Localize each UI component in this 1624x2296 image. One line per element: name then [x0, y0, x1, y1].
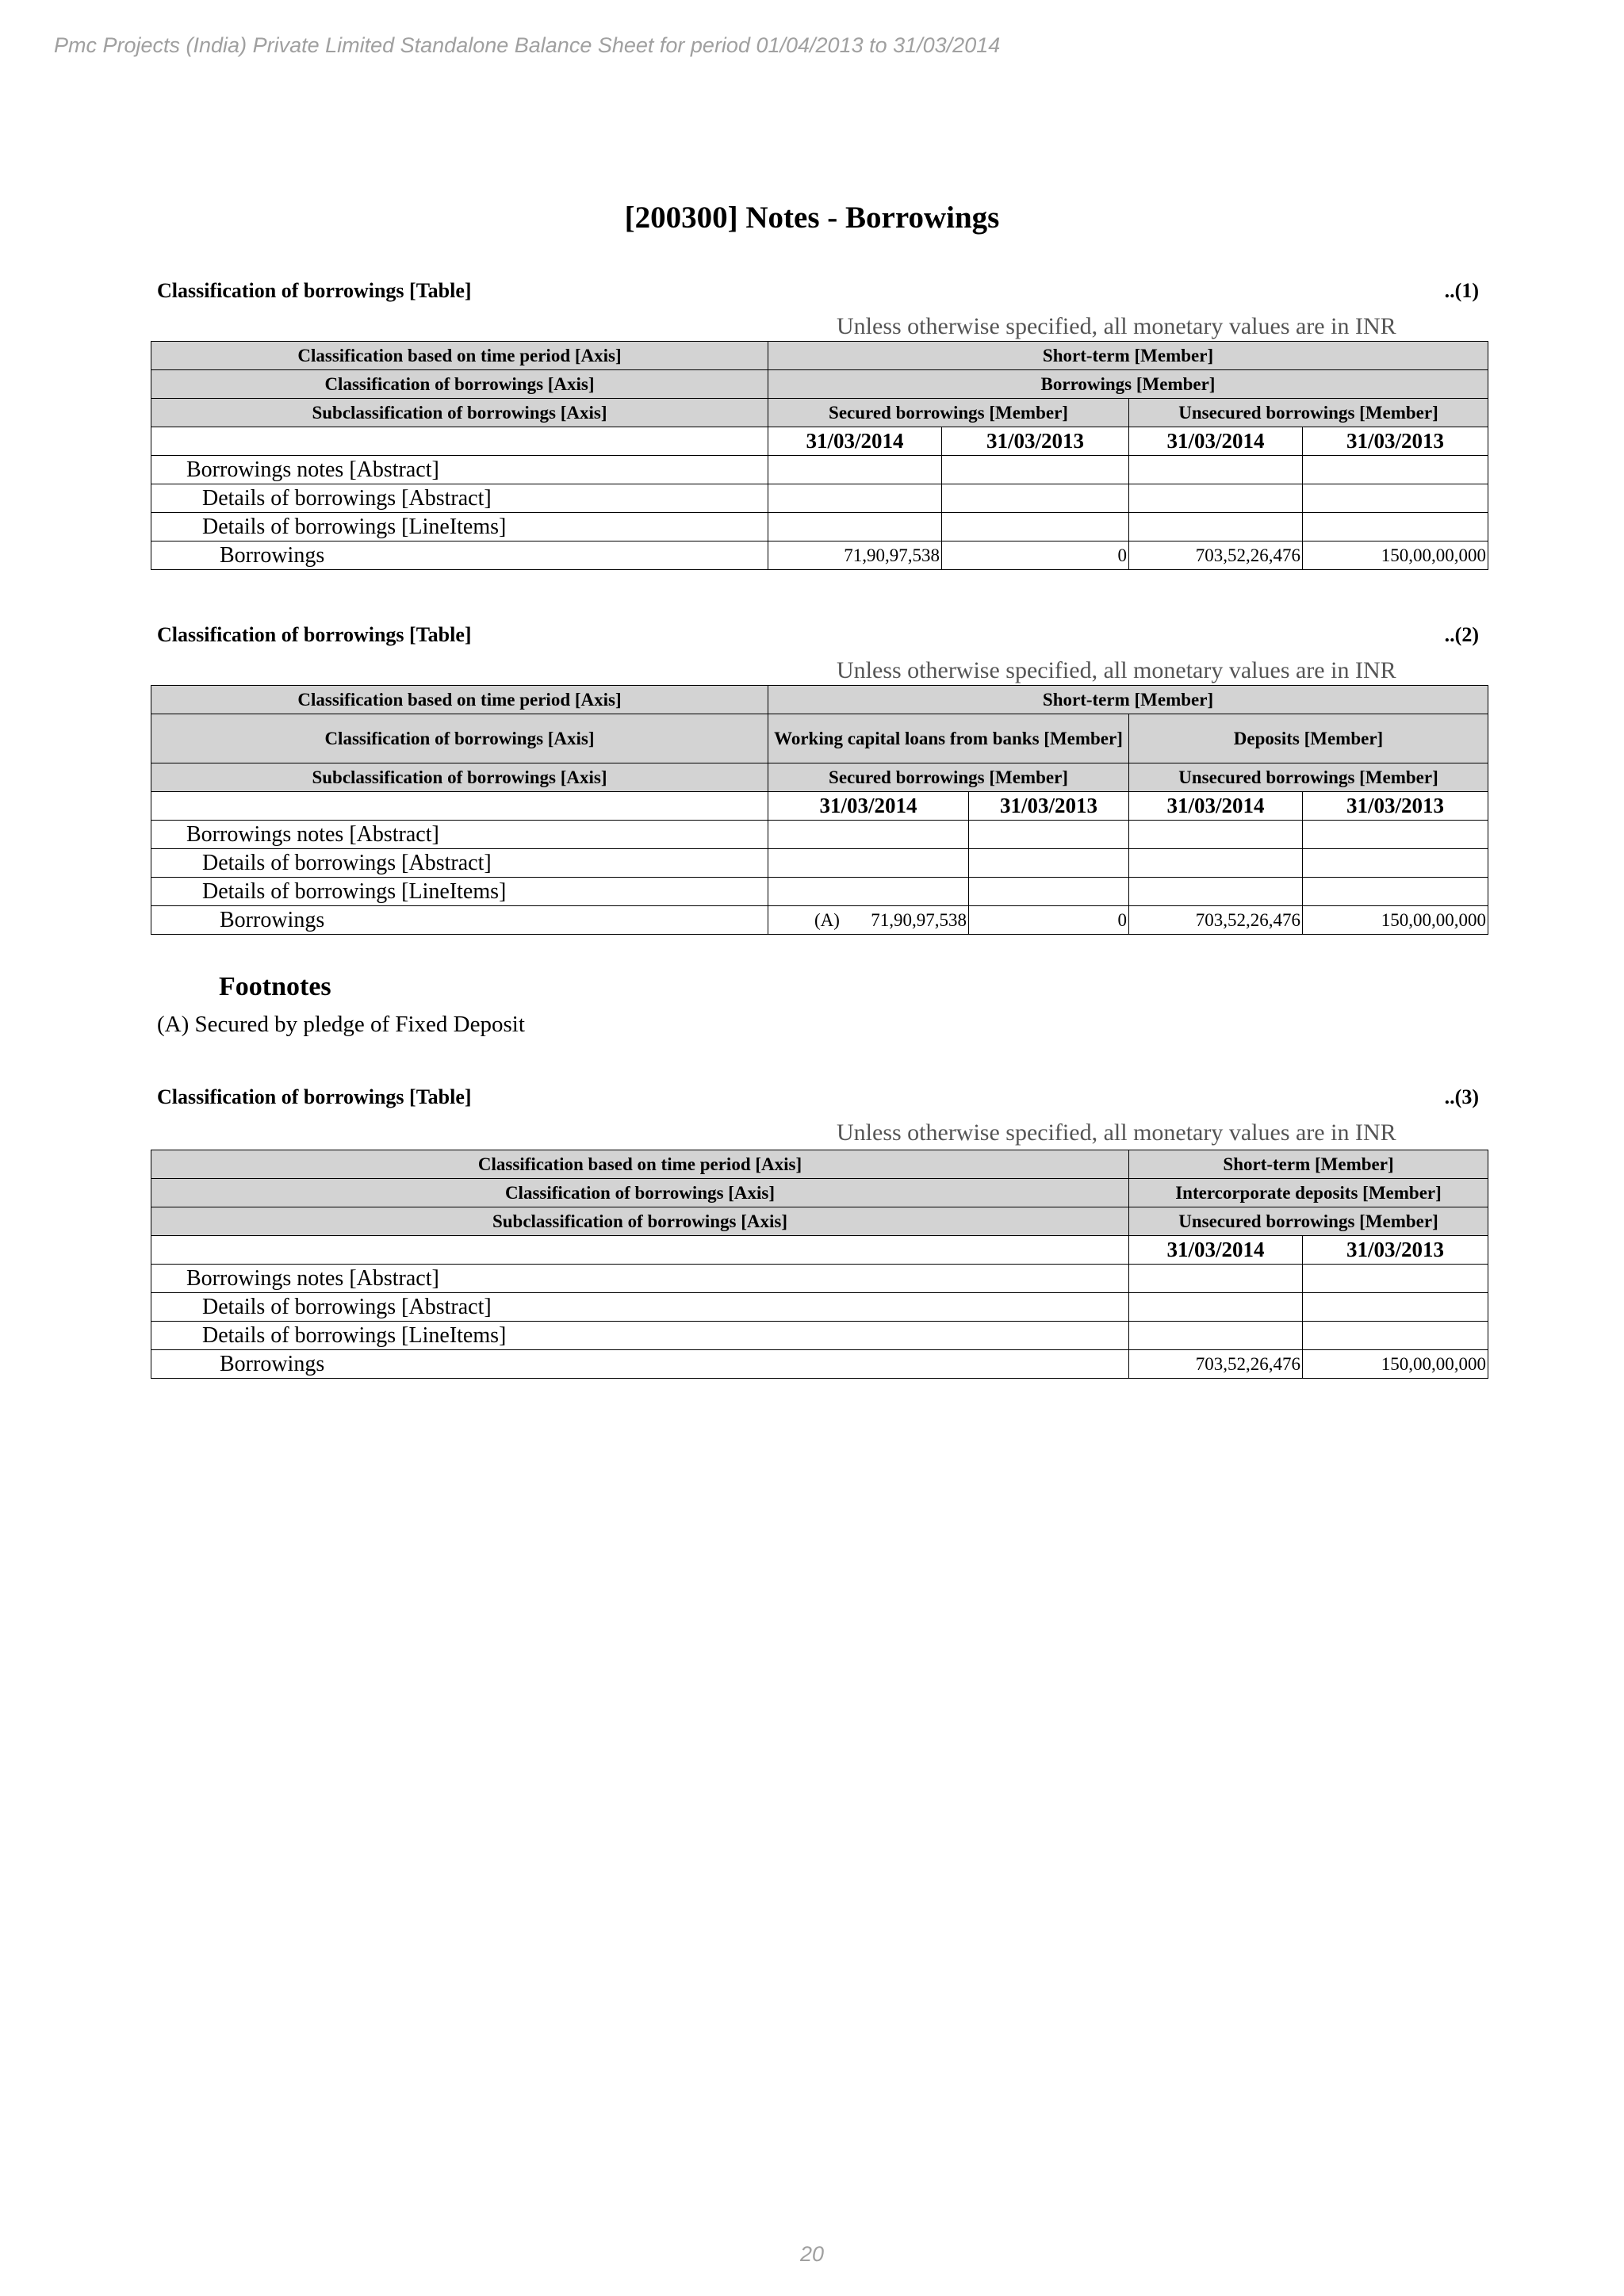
- value-cell: 703,52,26,476: [1129, 541, 1303, 570]
- row-label-borrowings: Borrowings: [151, 541, 768, 570]
- row-label-notes-abstract: Borrowings notes [Abstract]: [151, 821, 768, 849]
- row-label-borrowings: Borrowings: [151, 1350, 1129, 1379]
- table-1-number: ..(1): [1444, 279, 1479, 302]
- row-label-line-items: Details of borrowings [LineItems]: [151, 878, 768, 906]
- row-label-notes-abstract: Borrowings notes [Abstract]: [151, 1265, 1129, 1293]
- time-axis-label: Classification based on time period [Axis]: [151, 342, 768, 370]
- table-3-unit-note: Unless otherwise specified, all monetary values are in INR: [837, 1119, 1396, 1146]
- blank-cell: [151, 1236, 1129, 1265]
- footnote-text: (A) Secured by pledge of Fixed Deposit: [157, 1012, 525, 1037]
- class-axis-label: Classification of borrowings [Axis]: [151, 714, 768, 763]
- value-text: 71,90,97,538: [871, 909, 967, 930]
- page-title: [200300] Notes - Borrowings: [624, 201, 1000, 235]
- blank-cell: [151, 792, 768, 821]
- date-header: 31/03/2013: [1303, 427, 1488, 456]
- date-header: 31/03/2013: [1303, 792, 1488, 821]
- row-label-details-abstract: Details of borrowings [Abstract]: [151, 484, 768, 513]
- subclass-member-secured: Secured borrowings [Member]: [768, 399, 1129, 427]
- time-member: Short-term [Member]: [768, 686, 1488, 714]
- date-header: 31/03/2013: [1303, 1236, 1488, 1265]
- value-cell: 150,00,00,000: [1303, 1350, 1488, 1379]
- class-member: Borrowings [Member]: [768, 370, 1488, 399]
- class-member: Intercorporate deposits [Member]: [1129, 1179, 1488, 1207]
- subclass-axis-label: Subclassification of borrowings [Axis]: [151, 763, 768, 792]
- borrowings-table-1: [151, 341, 1488, 570]
- row-label-details-abstract: Details of borrowings [Abstract]: [151, 849, 768, 878]
- time-member: Short-term [Member]: [768, 342, 1488, 370]
- date-header: 31/03/2014: [768, 792, 969, 821]
- value-cell: 703,52,26,476: [1129, 1350, 1303, 1379]
- blank-cell: [151, 427, 768, 456]
- date-header: 31/03/2013: [969, 792, 1129, 821]
- row-label-line-items: Details of borrowings [LineItems]: [151, 513, 768, 541]
- subclass-member-unsecured: Unsecured borrowings [Member]: [1129, 1207, 1488, 1236]
- value-cell: 0: [969, 906, 1129, 935]
- date-header: 31/03/2014: [768, 427, 942, 456]
- value-cell: 0: [942, 541, 1129, 570]
- row-label-notes-abstract: Borrowings notes [Abstract]: [151, 456, 768, 484]
- table-3-number: ..(3): [1444, 1085, 1479, 1108]
- date-header: 31/03/2014: [1129, 792, 1303, 821]
- date-header: 31/03/2013: [942, 427, 1129, 456]
- date-header: 31/03/2014: [1129, 1236, 1303, 1265]
- table-1-unit-note: Unless otherwise specified, all monetary values are in INR: [837, 313, 1396, 339]
- value-cell: 71,90,97,538: [768, 541, 942, 570]
- table-2-label: Classification of borrowings [Table]: [157, 623, 472, 646]
- value-cell: 150,00,00,000: [1303, 541, 1488, 570]
- class-axis-label: Classification of borrowings [Axis]: [151, 370, 768, 399]
- subclass-member-unsecured: Unsecured borrowings [Member]: [1129, 399, 1488, 427]
- row-label-details-abstract: Details of borrowings [Abstract]: [151, 1293, 1129, 1322]
- time-axis-label: Classification based on time period [Axis]: [151, 686, 768, 714]
- subclass-axis-label: Subclassification of borrowings [Axis]: [151, 1207, 1129, 1236]
- footnote-ref: (A): [814, 909, 840, 930]
- subclass-axis-label: Subclassification of borrowings [Axis]: [151, 399, 768, 427]
- value-cell: 150,00,00,000: [1303, 906, 1488, 935]
- page-number: 20: [799, 2242, 825, 2266]
- value-cell-with-footnote: [768, 906, 969, 935]
- page-header: Pmc Projects (India) Private Limited Standalone Balance Sheet for period 01/04/2013 to 31/03/2014: [54, 33, 1001, 57]
- class-axis-label: Classification of borrowings [Axis]: [151, 1179, 1129, 1207]
- borrowings-table-2: [151, 685, 1488, 935]
- row-label-line-items: Details of borrowings [LineItems]: [151, 1322, 1129, 1350]
- row-label-borrowings: Borrowings: [151, 906, 768, 935]
- table-2-unit-note: Unless otherwise specified, all monetary values are in INR: [837, 657, 1396, 683]
- class-member-working-capital: Working capital loans from banks [Member]: [768, 714, 1129, 763]
- date-header: 31/03/2014: [1129, 427, 1303, 456]
- table-1-label: Classification of borrowings [Table]: [157, 279, 472, 302]
- time-member: Short-term [Member]: [1129, 1150, 1488, 1179]
- footnotes-title: Footnotes: [219, 972, 331, 1001]
- value-cell: 703,52,26,476: [1129, 906, 1303, 935]
- subclass-member-secured: Secured borrowings [Member]: [768, 763, 1129, 792]
- subclass-member-unsecured: Unsecured borrowings [Member]: [1129, 763, 1488, 792]
- table-3-label: Classification of borrowings [Table]: [157, 1085, 472, 1108]
- class-member-deposits: Deposits [Member]: [1129, 714, 1488, 763]
- table-2-number: ..(2): [1444, 623, 1479, 646]
- time-axis-label: Classification based on time period [Axis]: [151, 1150, 1129, 1179]
- borrowings-table-3: [151, 1150, 1488, 1379]
